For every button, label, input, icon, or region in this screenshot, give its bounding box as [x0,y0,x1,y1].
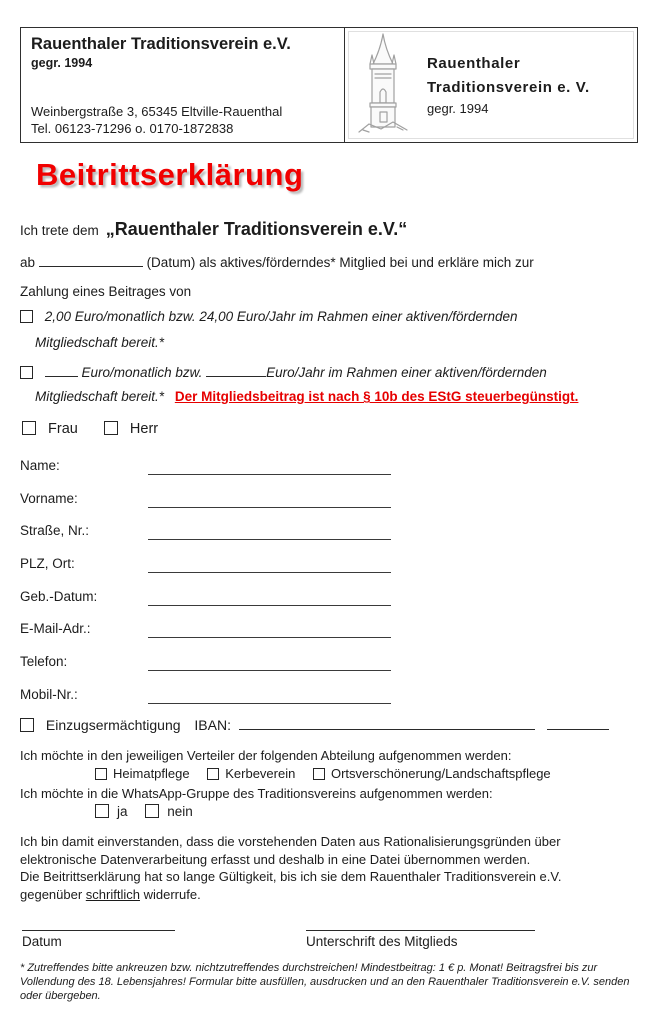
monthly-amount-blank[interactable] [45,363,78,377]
join-date-line [20,253,534,270]
org-street: Weinbergstraße 3, 65345 Eltville-Rauenthal [31,104,283,119]
field-input-line[interactable] [148,637,391,638]
fee-option-1 [20,309,518,324]
field-label: Vorname: [20,491,78,506]
debit-row [20,716,609,733]
field-row-vorname [20,491,638,511]
field-label: Mobil-Nr.: [20,687,78,702]
whatsapp-option [95,804,128,819]
field-row-mobil [20,687,638,707]
fee-option-1-text-line2: Mitgliedschaft bereit.* [35,335,165,350]
field-row-telefon [20,654,638,674]
fee-option-2-text-a: Euro/monatlich bzw. [81,365,203,380]
fee-option-1-checkbox[interactable] [20,310,33,323]
consent-schriftlich: schriftlich [85,886,140,902]
logo-text-block [427,55,590,116]
nein-checkbox[interactable] [145,804,159,818]
org-founded: gegr. 1994 [31,56,93,70]
frau-checkbox[interactable] [22,421,36,435]
fee-option-2-text-line2: Mitgliedschaft bereit.* [35,389,165,404]
club-name: „Rauenthaler Traditionsverein e.V.“ [105,219,408,239]
date-label: Datum [22,934,62,949]
debit-checkbox[interactable] [20,718,34,732]
fee-option-2-line2 [35,389,578,404]
field-label: Geb.-Datum: [20,589,98,604]
ortsverschoenerung-label: Ortsverschönerung/Landschaftspflege [330,766,551,781]
field-label: Telefon: [20,654,68,669]
org-address-block [31,103,282,137]
field-label: Straße, Nr.: [20,523,90,538]
debit-label: Einzugsermächtigung [45,717,181,733]
letterhead-logo-cell [345,28,637,142]
kerbeverein-checkbox[interactable] [207,768,219,780]
ab-label: ab [20,255,36,270]
field-input-line[interactable] [148,703,391,704]
footnote: * Zutreffendes bitte ankreuzen bzw. nichtzutreffendes durchstreichen! Mindestbeitrag: 1 € p. Monat! Beitragsfrei bis zur Vollendung des 18. Lebensjahres! Formular bitte ausfüllen, ausdrucken und an den Rauenthaler Traditionsverein e.V. senden oder übergeben. [20,962,630,1002]
field-label: E-Mail-Adr.: [20,621,91,636]
whatsapp-intro: Ich möchte in die WhatsApp-Gruppe des Traditionsvereins aufgenommen werden: [20,786,493,801]
field-row-name [20,458,638,478]
letterhead [20,27,638,143]
logo-name-line2: Traditionsverein e. V. [427,78,590,96]
fee-option-2 [20,363,547,380]
join-date-text: (Datum) als aktives/förderndes* Mitglied bei und erkläre mich zur [146,255,534,270]
date-signature-line[interactable] [22,930,175,931]
consent-paragraph [20,833,638,903]
member-signature-label: Unterschrift des Mitglieds [306,934,458,949]
intro-prefix: Ich trete dem [20,223,99,238]
iban-blank-2[interactable] [547,716,609,730]
consent-line2: elektronische Datenverarbeitung erfasst und deshalb in eine Datei übernommen werden. [20,851,531,867]
iban-blank-1[interactable] [239,716,535,730]
org-name: Rauenthaler Traditionsverein e.V. [31,35,291,53]
consent-line3: Die Beitrittserklärung hat so lange Gültigkeit, bis ich sie dem Rauenthaler Traditionsverein e.V. [20,869,562,885]
payment-line: Zahlung eines Beitrages von [20,284,192,299]
org-phone: Tel. 06123-71296 o. 0170-1872838 [31,121,234,136]
member-signature-line[interactable] [306,930,535,931]
iban-label: IBAN: [194,717,231,733]
field-input-line[interactable] [148,539,391,540]
date-blank[interactable] [39,253,143,267]
department-option [313,766,551,781]
consent-line4-pre: gegenüber [20,886,83,902]
field-row-plz-ort [20,556,638,576]
frau-label: Frau [48,421,78,437]
intro-line [20,219,407,240]
logo-founded: gegr. 1994 [427,100,489,116]
logo-name-line1: Rauenthaler [427,54,521,72]
salutation-row [22,421,158,437]
fee-option-2-text-b: Euro/Jahr im Rahmen einer aktiven/fördernden [266,365,547,380]
yearly-amount-blank[interactable] [206,363,266,377]
church-tower-icon [355,32,411,139]
field-input-line[interactable] [148,474,391,475]
ja-checkbox[interactable] [95,804,109,818]
department-option [207,766,295,781]
herr-label: Herr [129,421,159,437]
field-input-line[interactable] [148,605,391,606]
tax-deductible-note: Der Mitgliedsbeitrag ist nach § 10b des EStG steuerbegünstigt. [174,389,579,404]
field-input-line[interactable] [148,670,391,671]
herr-checkbox[interactable] [104,421,118,435]
field-label: PLZ, Ort: [20,556,75,571]
department-option [95,766,190,781]
nein-label: nein [167,804,193,819]
kerbeverein-label: Kerbeverein [225,766,296,781]
field-input-line[interactable] [148,507,391,508]
consent-line4-post: widerrufe. [143,886,201,902]
letterhead-left-cell [21,28,345,142]
ortsverschoenerung-checkbox[interactable] [313,768,325,780]
departments-intro: Ich möchte in den jeweiligen Verteiler der folgenden Abteilung aufgenommen werden: [20,748,512,763]
departments-options-row [95,766,565,781]
ja-label: ja [117,804,128,819]
field-row-email [20,621,638,641]
field-input-line[interactable] [148,572,391,573]
heimatpflege-label: Heimatpflege [113,766,190,781]
consent-line4 [20,886,638,904]
whatsapp-options-row [95,804,207,819]
field-row-strasse [20,523,638,543]
field-label: Name: [20,458,60,473]
whatsapp-option [145,804,193,819]
fee-option-1-text: 2,00 Euro/monatlich bzw. 24,00 Euro/Jahr im Rahmen einer aktiven/fördernden [44,309,518,324]
field-row-geb-datum [20,589,638,609]
page-title: Beitrittserklärung [36,157,304,192]
fee-option-2-checkbox[interactable] [20,366,33,379]
heimatpflege-checkbox[interactable] [95,768,107,780]
consent-line1: Ich bin damit einverstanden, dass die vorstehenden Daten aus Rationalisierungsgründen über [20,834,561,849]
